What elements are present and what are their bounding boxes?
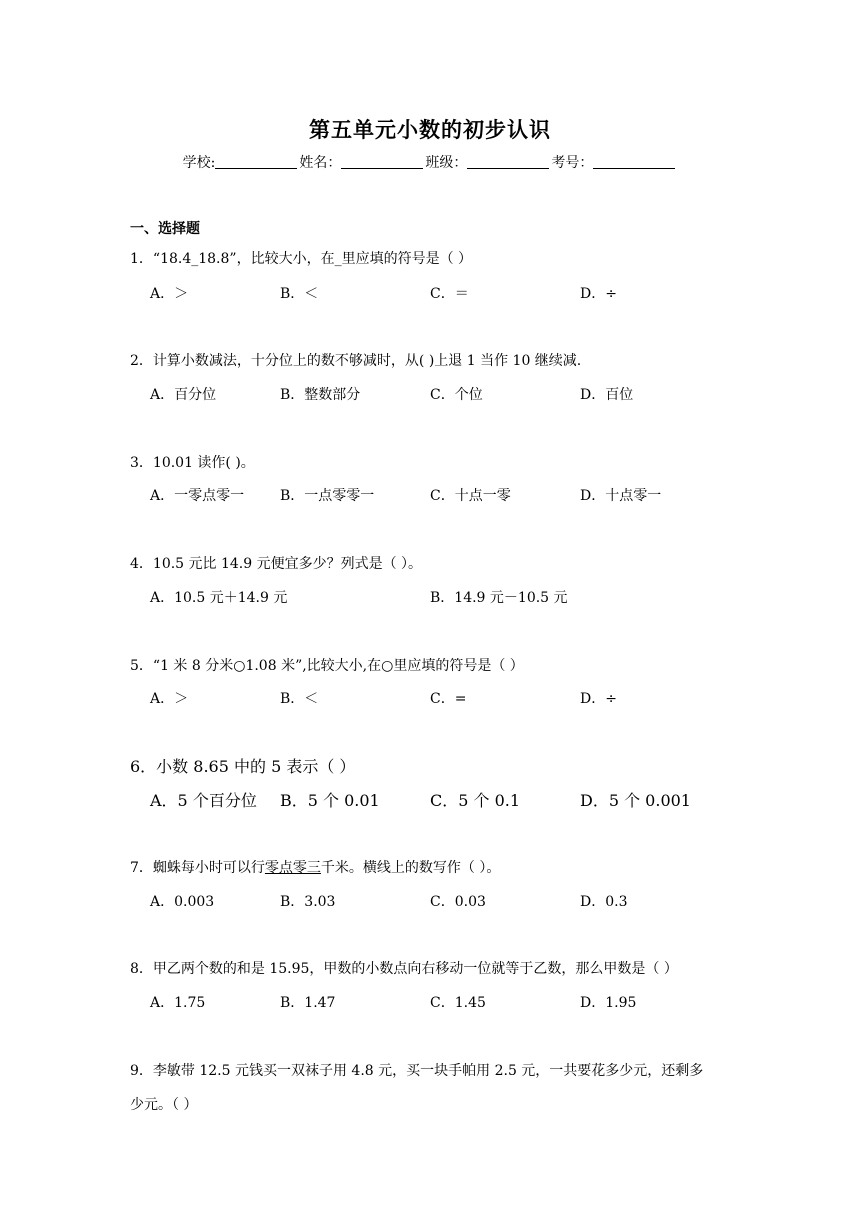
q6-option-c[interactable]: C．5 个 0.1 [430,791,521,810]
q2-option-c[interactable]: C．个位 [430,387,483,403]
question-9-line-2: 少元。（ ） [130,1097,198,1113]
exam-no-label: 考号： [551,155,594,171]
q5-option-d[interactable]: D．÷ [580,691,617,707]
q7-text-after: 千米。横线上的数写作（ ）。 [320,860,501,876]
class-label: 班级： [425,155,468,171]
exam-no-blank[interactable] [593,154,675,169]
page-title: 第五单元小数的初步认识 [309,117,551,142]
q5-option-a[interactable]: A．＞ [150,691,189,707]
q4-option-a[interactable]: A．10.5 元＋14.9 元 [150,590,288,606]
q8-option-d[interactable]: D．1.95 [580,995,637,1011]
q7-underlined-text: 零点零三 [264,860,321,876]
school-blank[interactable] [215,154,297,169]
question-9-line-1: 9．李敏带 12.5 元钱买一双袜子用 4.8 元，买一块手帕用 2.5 元，一共要花多少元，还剩多 [130,1063,704,1079]
q1-option-b[interactable]: B．＜ [280,286,319,302]
student-info-line [0,152,860,172]
q3-option-d[interactable]: D．十点零一 [580,488,662,504]
q7-option-c[interactable]: C．0.03 [430,894,486,910]
q5-option-b[interactable]: B．＜ [280,691,319,707]
question-1: 1．“18.4_18.8”，比较大小，在_里应填的符号是（ ） [130,251,473,267]
q6-option-a[interactable]: A．5 个百分位 [150,791,257,810]
q2-option-d[interactable]: D．百位 [580,387,634,403]
q5-option-c[interactable]: C．= [430,691,467,707]
question-5: 5．“1 米 8 分米○1.08 米”,比较大小,在○里应填的符号是（ ） [130,658,524,674]
q4-option-b[interactable]: B．14.9 元－10.5 元 [430,590,568,606]
question-4: 4．10.5 元比 14.9 元便宜多少？列式是（ ）。 [130,556,423,572]
question-7 [130,857,500,877]
q6-option-b[interactable]: B．5 个 0.01 [280,791,380,810]
q7-option-b[interactable]: B．3.03 [280,894,336,910]
class-blank[interactable] [467,154,549,169]
q6-option-d[interactable]: D．5 个 0.001 [580,791,691,810]
question-2: 2．计算小数减法，十分位上的数不够减时，从( )上退 1 当作 10 继续减. [130,353,582,369]
q8-option-c[interactable]: C．1.45 [430,995,486,1011]
section-heading: 一、选择题 [130,221,200,237]
q3-option-b[interactable]: B．一点零零一 [280,488,375,504]
q1-option-d[interactable]: D．÷ [580,286,617,302]
q2-option-a[interactable]: A．百分位 [150,387,217,403]
question-3: 3．10.01 读作( )。 [130,455,255,471]
question-8: 8．甲乙两个数的和是 15.95，甲数的小数点向右移动一位就等于乙数，那么甲数是（ ） [130,961,678,977]
q7-option-a[interactable]: A．0.003 [150,894,215,910]
q7-text-before: 7．蜘蛛每小时可以行 [130,860,265,876]
question-6: 6．小数 8.65 中的 5 表示（ ） [130,757,356,776]
q7-option-d[interactable]: D．0.3 [580,894,628,910]
q3-option-c[interactable]: C．十点一零 [430,488,511,504]
q8-option-b[interactable]: B．1.47 [280,995,336,1011]
q1-option-c[interactable]: C．＝ [430,286,469,302]
q2-option-b[interactable]: B．整数部分 [280,387,361,403]
school-label: 学校: [182,155,216,171]
name-blank[interactable] [341,154,423,169]
q8-option-a[interactable]: A．1.75 [150,995,206,1011]
q3-option-a[interactable]: A．一零点零一 [150,488,245,504]
name-label: 姓名： [299,155,342,171]
q1-option-a[interactable]: A．＞ [150,286,189,302]
